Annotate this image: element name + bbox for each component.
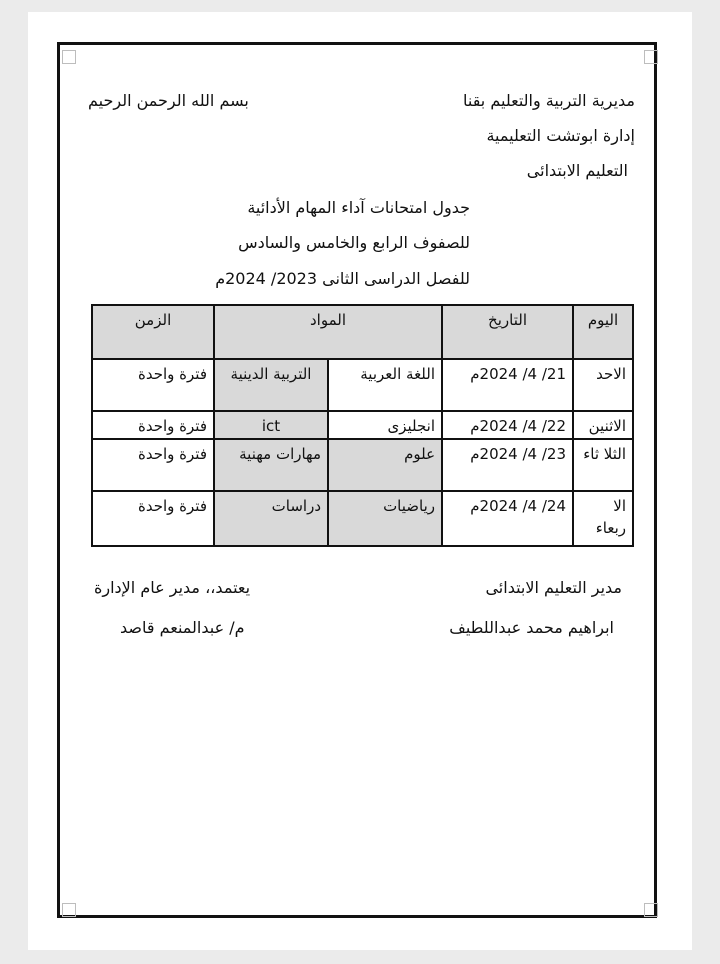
header-time: الزمن [92, 305, 214, 359]
title-line-1: جدول امتحانات آداء المهام الأدائية [247, 198, 470, 217]
basmala-text: بسم الله الرحمن الرحيم [88, 91, 249, 110]
table-row [92, 359, 633, 411]
header-day: اليوم [573, 305, 633, 359]
primary-director-name: ابراهيم محمد عبداللطيف [449, 618, 614, 637]
header-date: التاريخ [442, 305, 573, 359]
subject-cell: ict [214, 411, 328, 439]
day-cell: الاحد [573, 359, 633, 411]
date-cell: 24/ 4/ 2024م [442, 491, 573, 546]
primary-director-title: مدير التعليم الابتدائى [485, 578, 622, 597]
corner-mark-bottom-right [644, 903, 658, 917]
corner-mark-top-left [62, 50, 76, 64]
stage-text: التعليم الابتدائى [526, 161, 628, 180]
corner-mark-top-right [644, 50, 658, 64]
corner-mark-bottom-left [62, 903, 76, 917]
administration-text: إدارة ابوتشت التعليمية [486, 126, 635, 145]
time-cell: فترة واحدة [92, 411, 214, 439]
subject-cell: مهارات مهنية [214, 439, 328, 491]
table-row [92, 411, 633, 439]
date-cell: 22/ 4/ 2024م [442, 411, 573, 439]
subject-cell: اللغة العربية [328, 359, 442, 411]
date-cell: 21/ 4/ 2024م [442, 359, 573, 411]
general-director-title: يعتمد،، مدير عام الإدارة [94, 578, 251, 597]
date-cell: 23/ 4/ 2024م [442, 439, 573, 491]
time-cell: فترة واحدة [92, 439, 214, 491]
time-cell: فترة واحدة [92, 491, 214, 546]
title-line-3: للفصل الدراسى الثانى 2023/ 2024م [215, 269, 470, 288]
general-director-name: م/ عبدالمنعم قاصد [120, 618, 245, 637]
table-row [92, 439, 633, 491]
time-cell: فترة واحدة [92, 359, 214, 411]
table-header-row [92, 305, 633, 359]
subject-cell: التربية الدينية [214, 359, 328, 411]
table-row [92, 491, 633, 546]
subject-cell: رياضيات [328, 491, 442, 546]
header-subjects: المواد [214, 305, 442, 359]
day-cell: الا ربعاء [573, 491, 633, 546]
title-line-2: للصفوف الرابع والخامس والسادس [238, 233, 470, 252]
day-cell: الثلا ثاء [573, 439, 633, 491]
directorate-text: مديرية التربية والتعليم بقنا [463, 91, 635, 110]
exam-schedule-table [91, 304, 634, 547]
subject-cell: انجليزى [328, 411, 442, 439]
subject-cell: دراسات [214, 491, 328, 546]
subject-cell: علوم [328, 439, 442, 491]
day-cell: الاثنين [573, 411, 633, 439]
